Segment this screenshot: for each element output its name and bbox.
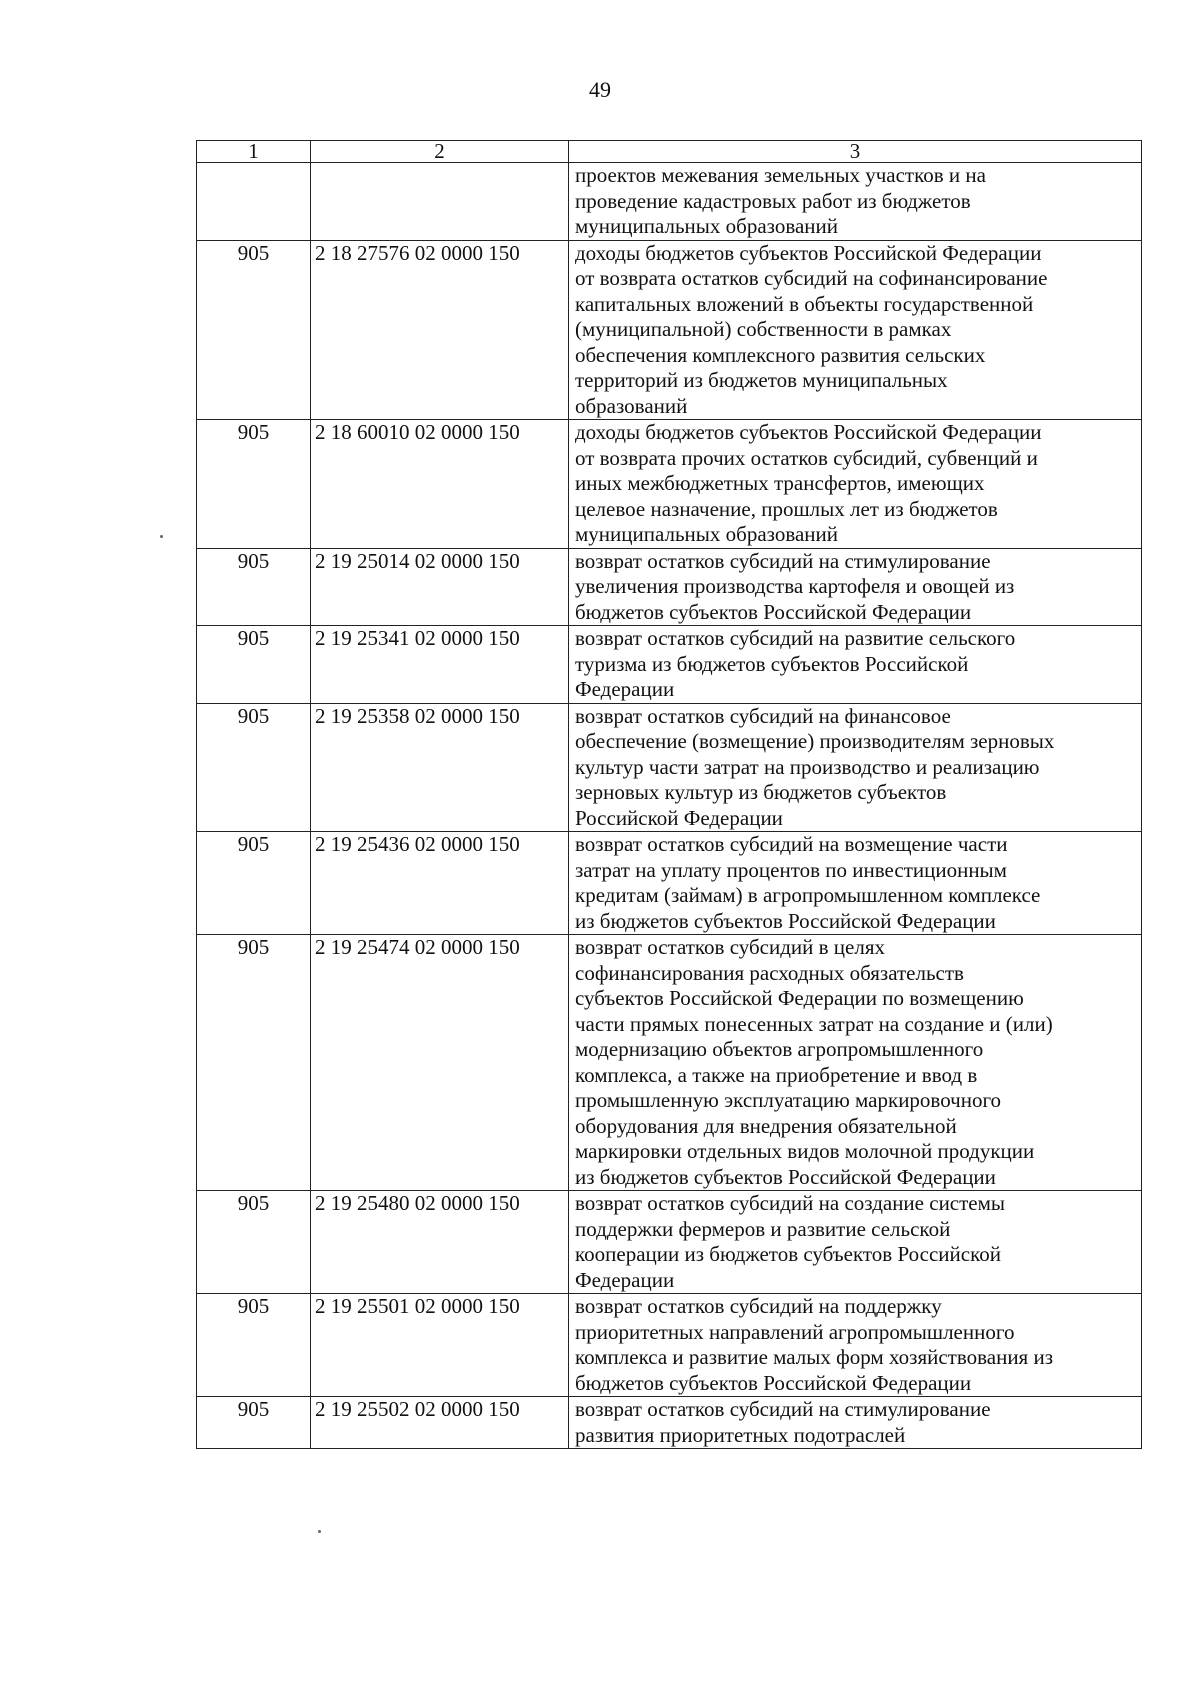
admin-code-cell: 905: [197, 420, 311, 549]
header-row: [197, 141, 1142, 163]
admin-code-cell: 905: [197, 626, 311, 704]
description-line: поддержки фермеров и развитие сельской: [575, 1216, 951, 1241]
admin-code-cell: 905: [197, 832, 311, 935]
description-line: доходы бюджетов субъектов Российской Федерации: [575, 240, 1042, 265]
description-line: возврат остатков субсидий на стимулирование: [575, 1397, 991, 1421]
description-line: увеличения производства картофеля и овощей из: [575, 574, 1015, 598]
admin-code-cell: 905: [197, 1294, 311, 1397]
description-line: модернизацию объектов агропромышленного: [575, 1037, 984, 1061]
header-col-3: 3: [569, 141, 1142, 163]
description-line: культур части затрат на производство и реализацию: [575, 754, 1040, 779]
description-cell: [569, 240, 1142, 420]
description-line: доходы бюджетов субъектов Российской Федерации: [575, 420, 1042, 444]
scan-speck-left: [160, 535, 163, 538]
header-col-2: 2: [311, 141, 569, 163]
table-row: [197, 240, 1142, 420]
description-line: капитальных вложений в объекты государственной: [575, 291, 1034, 316]
budget-code-cell: 2 19 25501 02 0000 150: [311, 1294, 569, 1397]
description-line: образований: [575, 393, 688, 418]
admin-code-cell: 905: [197, 703, 311, 832]
description-line: комплекса и развитие малых форм хозяйствования из: [575, 1345, 1053, 1369]
budget-code-cell: 2 19 25502 02 0000 150: [311, 1397, 569, 1449]
table-row: [197, 1191, 1142, 1294]
description-cell: [569, 1191, 1142, 1294]
description-line: обеспечение (возмещение) производителям зерновых: [575, 729, 1055, 753]
description-line: возврат остатков субсидий на развитие сельского: [575, 626, 1016, 650]
description-line: приоритетных направлений агропромышленного: [575, 1319, 1015, 1344]
description-cell: [569, 1397, 1142, 1449]
description-line: части прямых понесенных затрат на создание и (или): [575, 1011, 1053, 1036]
budget-code-cell: 2 19 25474 02 0000 150: [311, 935, 569, 1191]
description-line: возврат остатков субсидий на финансовое: [575, 703, 951, 728]
description-line: из бюджетов субъектов Российской Федерации: [575, 1164, 996, 1189]
description-line: проведение кадастровых работ из бюджетов: [575, 188, 971, 213]
description-cell: [569, 703, 1142, 832]
description-cell: [569, 548, 1142, 626]
description-line: оборудования для внедрения обязательной: [575, 1113, 957, 1138]
description-line: проектов межевания земельных участков и на: [575, 163, 986, 187]
revenue-codes-table: [196, 140, 1142, 1449]
description-line: от возврата остатков субсидий на софинансирование: [575, 266, 1048, 290]
description-line: возврат остатков субсидий на поддержку: [575, 1294, 942, 1318]
page-number: 49: [589, 77, 611, 102]
table-row: [197, 832, 1142, 935]
header-col-1: 1: [197, 141, 311, 163]
table-row: [197, 163, 1142, 241]
description-line: возврат остатков субсидий на возмещение части: [575, 832, 1008, 856]
description-cell: [569, 626, 1142, 704]
description-line: Российской Федерации: [575, 805, 783, 830]
description-line: возврат остатков субсидий на стимулирование: [575, 548, 991, 573]
table-row: [197, 935, 1142, 1191]
description-line: (муниципальной) собственности в рамках: [575, 317, 952, 341]
description-line: маркировки отдельных видов молочной продукции: [575, 1139, 1035, 1163]
budget-code-cell: 2 18 27576 02 0000 150: [311, 240, 569, 420]
admin-code-cell: 905: [197, 935, 311, 1191]
table-row: [197, 548, 1142, 626]
description-line: развития приоритетных подотраслей: [575, 1422, 906, 1447]
description-line: субъектов Российской Федерации по возмещению: [575, 986, 1024, 1010]
scan-speck-bottom: [318, 1530, 321, 1533]
budget-code-cell: 2 19 25436 02 0000 150: [311, 832, 569, 935]
budget-code-cell: 2 19 25480 02 0000 150: [311, 1191, 569, 1294]
description-line: целевое назначение, прошлых лет из бюджетов: [575, 496, 998, 521]
table-header: [197, 141, 1142, 163]
description-line: Федерации: [575, 1267, 675, 1292]
description-cell: [569, 420, 1142, 549]
description-line: затрат на уплату процентов по инвестиционным: [575, 857, 1007, 882]
table-row: [197, 703, 1142, 832]
description-line: муниципальных образований: [575, 522, 838, 546]
budget-code-cell: 2 19 25014 02 0000 150: [311, 548, 569, 626]
table-row: [197, 1294, 1142, 1397]
admin-code-cell: 905: [197, 1397, 311, 1449]
description-cell: [569, 1294, 1142, 1397]
description-line: из бюджетов субъектов Российской Федерации: [575, 908, 996, 933]
description-line: бюджетов субъектов Российской Федерации: [575, 1370, 972, 1395]
description-cell: [569, 935, 1142, 1191]
description-line: комплекса, а также на приобретение и ввод в: [575, 1062, 978, 1087]
description-line: от возврата прочих остатков субсидий, субвенций и: [575, 445, 1038, 470]
table-row: [197, 1397, 1142, 1449]
table-row: [197, 420, 1142, 549]
description-line: Федерации: [575, 677, 675, 701]
description-line: обеспечения комплексного развития сельских: [575, 342, 986, 367]
table-row: [197, 626, 1142, 704]
admin-code-cell: 905: [197, 1191, 311, 1294]
description-line: промышленную эксплуатацию маркировочного: [575, 1088, 1002, 1112]
description-line: туризма из бюджетов субъектов Российской: [575, 651, 969, 676]
description-line: зерновых культур из бюджетов субъектов: [575, 780, 947, 804]
description-line: иных межбюджетных трансфертов, имеющих: [575, 471, 985, 495]
table-body: [197, 163, 1142, 1449]
admin-code-cell: 905: [197, 240, 311, 420]
description-line: бюджетов субъектов Российской Федерации: [575, 599, 972, 624]
description-cell: [569, 163, 1142, 241]
admin-code-cell: 905: [197, 548, 311, 626]
budget-code-cell: 2 19 25358 02 0000 150: [311, 703, 569, 832]
description-line: софинансирования расходных обязательств: [575, 960, 964, 985]
description-line: возврат остатков субсидий на создание системы: [575, 1191, 1006, 1215]
budget-code-cell: 2 19 25341 02 0000 150: [311, 626, 569, 704]
admin-code-cell: [197, 163, 311, 241]
description-line: территорий из бюджетов муниципальных: [575, 368, 948, 392]
budget-code-cell: [311, 163, 569, 241]
description-line: возврат остатков субсидий в целях: [575, 935, 886, 959]
description-line: кредитам (займам) в агропромышленном комплексе: [575, 883, 1041, 907]
description-line: кооперации из бюджетов субъектов Российской: [575, 1242, 1001, 1266]
budget-code-cell: 2 18 60010 02 0000 150: [311, 420, 569, 549]
description-cell: [569, 832, 1142, 935]
description-line: муниципальных образований: [575, 214, 838, 238]
